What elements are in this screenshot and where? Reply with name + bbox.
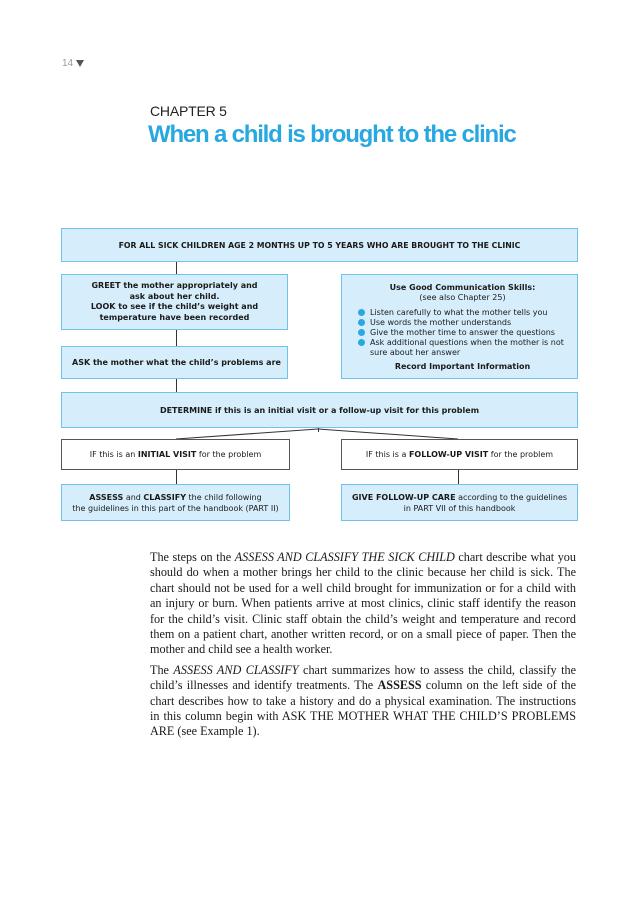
communication-skills-box [341,274,578,379]
paragraph-2 [150,663,576,740]
initial-visit-box [61,439,290,470]
comm-subtitle: (see also Chapter 25) [419,293,506,302]
p2-bold: ASSESS [377,678,422,693]
paragraph-1 [150,550,576,658]
flow-top-text: FOR ALL SICK CHILDREN AGE 2 MONTHS UP TO 5 YEARS WHO ARE BROUGHT TO THE CLINIC [118,240,521,250]
followup-pre: IF this is a [365,450,409,459]
determine-rest: if this is an initial visit or a follow-up visit for this problem [212,405,480,415]
p2-text: column on the left side of the chart describes how to take a history and do a physical examination. The instructions in this column begin with ASK THE MOTHER WHAT THE CHILD’S PROBLEMS ARE (see Example 1). [150,678,576,739]
connector-line [176,262,177,274]
comm-item [358,328,567,338]
followup-post: for the problem [488,450,554,459]
greet-line: LOOK to see if the child’s weight and [90,302,259,311]
p2-text: The [150,662,174,677]
greet-line: temperature have been recorded [99,312,250,322]
p1-italic: ASSESS AND CLASSIFY THE SICK CHILD [234,550,455,564]
page-number [62,58,84,69]
bullet-icon [358,309,365,316]
comm-item [358,318,567,328]
determine-bold: DETERMINE [159,405,213,415]
comm-item-text: Listen carefully to what the mother tells you [370,308,548,317]
greet-line: GREET the mother appropriately and [91,281,258,290]
p2-text: chart summarizes how to assess the child, classify the child’s illnesses and identify treatments. The [150,662,576,693]
connector-line [176,470,177,484]
followup-care-bold: GIVE FOLLOW-UP CARE [351,492,456,502]
determine-box [61,392,578,428]
connector-line [458,470,459,484]
bullet-icon [358,319,365,326]
p1-text: The steps on the [150,550,235,564]
bullet-icon [358,339,365,346]
body-text [150,550,576,740]
triangle-down-icon [76,60,84,67]
followup-care-rest: according to the guidelines [455,492,568,502]
page-number-text: 14 [62,58,74,69]
classify-bold: CLASSIFY [143,492,186,502]
ask-box [61,346,288,379]
greet-line: ask about her child. [129,291,220,301]
comm-list [358,308,567,358]
assess-bold: ASSESS [89,492,124,502]
connector-line [176,329,177,346]
ask-text: ASK the mother what the child’s problems are [72,358,281,367]
p1-text: chart describe what you should do when a mother brings her child to the clinic because her child is sick. The chart should not be used for a well child brought for immunization or for a child with an injury or burn. When patients arrive at most clinics, clinic staff identify the reason for the child’s visit. Clinic staff obtain the child’s weight and temperature and record them on a patient chart, another written record, or on a small piece of paper. Then the mother and child see a health worker. [150,550,576,657]
followup-care-line2: in PART VII of this handbook [403,503,516,513]
assess-classify-box [61,484,290,521]
initial-bold: INITIAL VISIT [137,450,197,459]
chapter-label: CHAPTER 5 [150,103,227,119]
assess-rest: the child following [185,492,262,502]
comm-footer: Record Important Information [394,362,531,371]
comm-item [358,308,567,318]
followup-bold: FOLLOW-UP VISIT [408,450,489,459]
comm-item-text: Ask additional questions when the mother is not sure about her answer [370,338,564,357]
initial-post: for the problem [196,450,262,459]
bullet-icon [358,329,365,336]
p2-italic: ASSESS AND CLASSIFY [173,662,299,677]
initial-pre: IF this is an [89,450,138,459]
connector-line [176,379,177,392]
greet-box [61,274,288,330]
comm-title: Use Good Communication Skills: [389,283,536,292]
comm-item-text: Use words the mother understands [370,318,512,327]
followup-visit-box [341,439,578,470]
followup-care-box [341,484,578,521]
flow-top-box [61,228,578,262]
comm-item [358,338,567,358]
assess-and: and [123,492,144,502]
comm-item-text: Give the mother time to answer the questions [370,328,555,337]
chapter-title: When a child is brought to the clinic [148,121,516,148]
assess-line2: the guidelines in this part of the handbook (PART II) [72,503,279,513]
